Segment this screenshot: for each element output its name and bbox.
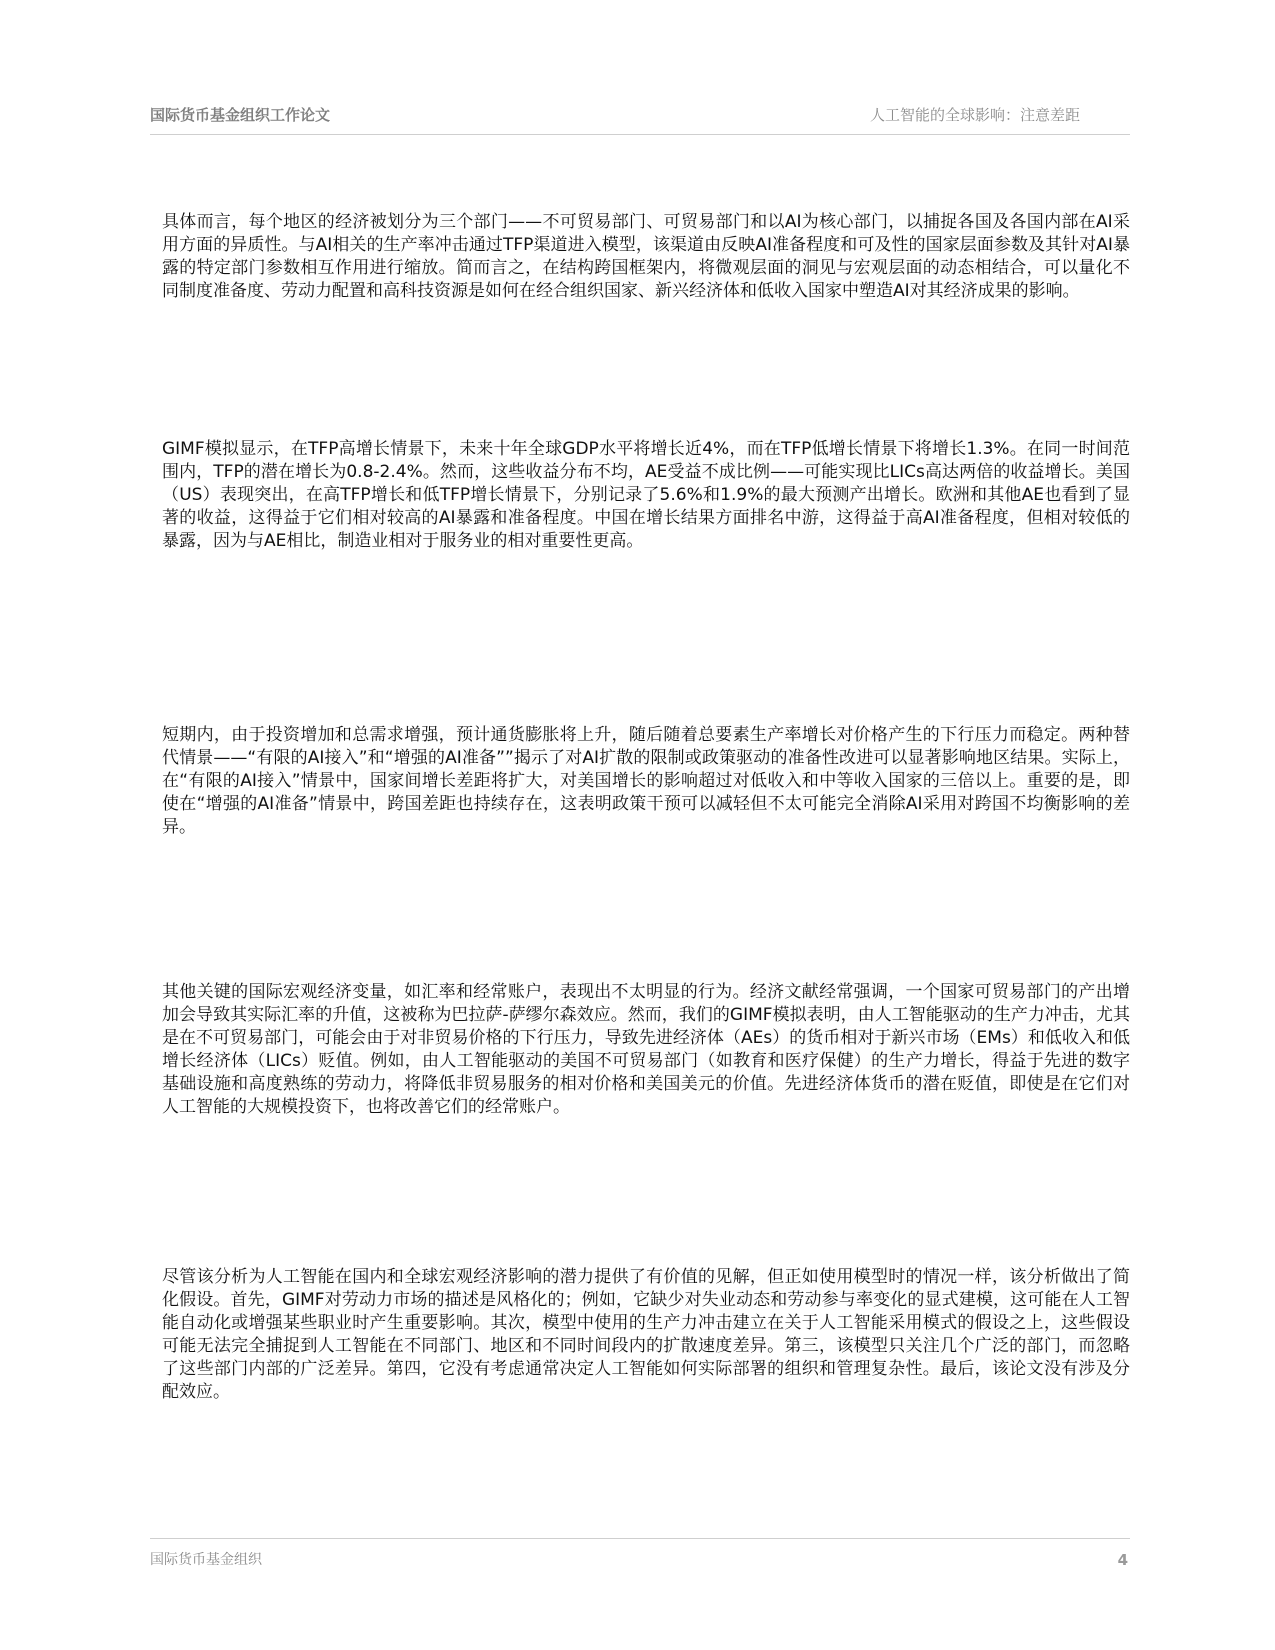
body-paragraph-1: 具体而言，每个地区的经济被划分为三个部门——不可贸易部门、可贸易部门和以AI为核心部门，以捕捉各国及各国内部在AI采用方面的异质性。与AI相关的生产率冲击通过TFP渠道进入模型，该渠道由反映AI准备程度和可及性的国家层面参数及其针对AI暴露的特定部门参数相互作用进行缩放。简而言之，在结构跨国框架内，将微观层面的洞见与宏观层面的动态相结合，可以量化不同制度准备度、劳动力配置和高科技资源是如何在经合组织国家、新兴经济体和低收入国家中塑造AI对其经济成果的影响。 xyxy=(162,212,1130,301)
body-paragraph-3: 短期内，由于投资增加和总需求增强，预计通货膨胀将上升，随后随着总要素生产率增长对价格产生的下行压力而稳定。两种替代情景——“有限的AI接入”和“增强的AI准备””揭示了对AI扩散的限制或政策驱动的准备性改进可以显著影响地区结果。实际上，在“有限的AI接入”情景中，国家间增长差距将扩大，对美国增长的影响超过对低收入和中等收入国家的三倍以上。重要的是，即使在“增强的AI准备”情景中，跨国差距也持续存在，这表明政策干预可以减轻但不太可能完全消除AI采用对跨国不均衡影响的差异。 xyxy=(162,725,1130,837)
footer-organization: 国际货币基金组织 xyxy=(150,1552,262,1568)
page-header xyxy=(150,100,1130,135)
header-series-title: 国际货币基金组织工作论文 xyxy=(150,106,331,124)
body-paragraph-4: 其他关键的国际宏观经济变量，如汇率和经常账户，表现出不太明显的行为。经济文献经常强调，一个国家可贸易部门的产出增加会导致其实际汇率的升值，这被称为巴拉萨-萨缪尔森效应。然而，我们的GIMF模拟表明，由人工智能驱动的生产力冲击，尤其是在不可贸易部门，可能会由于对非贸易价格的下行压力，导致先进经济体（AEs）的货币相对于新兴市场（EMs）和低收入和低增长经济体（LICs）贬值。例如，由人工智能驱动的美国不可贸易部门（如教育和医疗保健）的生产力增长，得益于先进的数字基础设施和高度熟练的劳动力，将降低非贸易服务的相对价格和美国美元的价值。先进经济体货币的潜在贬值，即使是在它们对人工智能的大规模投资下，也将改善它们的经常账户。 xyxy=(162,982,1130,1117)
header-paper-title: 人工智能的全球影响：注意差距 xyxy=(869,106,1080,124)
body-paragraph-2: GIMF模拟显示，在TFP高增长情景下，未来十年全球GDP水平将增长近4%，而在TFP低增长情景下将增长1.3%。在同一时间范围内，TFP的潜在增长为0.8-2.4%。然而，这些收益分布不均，AE受益不成比例——可能实现比LICs高达两倍的收益增长。美国（US）表现突出，在高TFP增长和低TFP增长情景下，分别记录了5.6%和1.9%的最大预测产出增长。欧洲和其他AE也看到了显著的收益，这得益于它们相对较高的AI暴露和准备程度。中国在增长结果方面排名中游，这得益于高AI准备程度，但相对较低的暴露，因为与AE相比，制造业相对于服务业的相对重要性更高。 xyxy=(162,439,1130,551)
body-paragraph-5: 尽管该分析为人工智能在国内和全球宏观经济影响的潜力提供了有价值的见解，但正如使用模型时的情况一样，该分析做出了简化假设。首先，GIMF对劳动力市场的描述是风格化的；例如，它缺少对失业动态和劳动参与率变化的显式建模，这可能在人工智能自动化或增强某些职业时产生重要影响。其次，模型中使用的生产力冲击建立在关于人工智能采用模式的假设之上，这些假设可能无法完全捕捉到人工智能在不同部门、地区和不同时间段内的扩散速度差异。第三，该模型只关注几个广泛的部门，而忽略了这些部门内部的广泛差异。第四，它没有考虑通常决定人工智能如何实际部署的组织和管理复杂性。最后，该论文没有涉及分配效应。 xyxy=(162,1267,1130,1402)
page-footer xyxy=(150,1538,1130,1579)
page-number: 4 xyxy=(1117,1551,1128,1569)
